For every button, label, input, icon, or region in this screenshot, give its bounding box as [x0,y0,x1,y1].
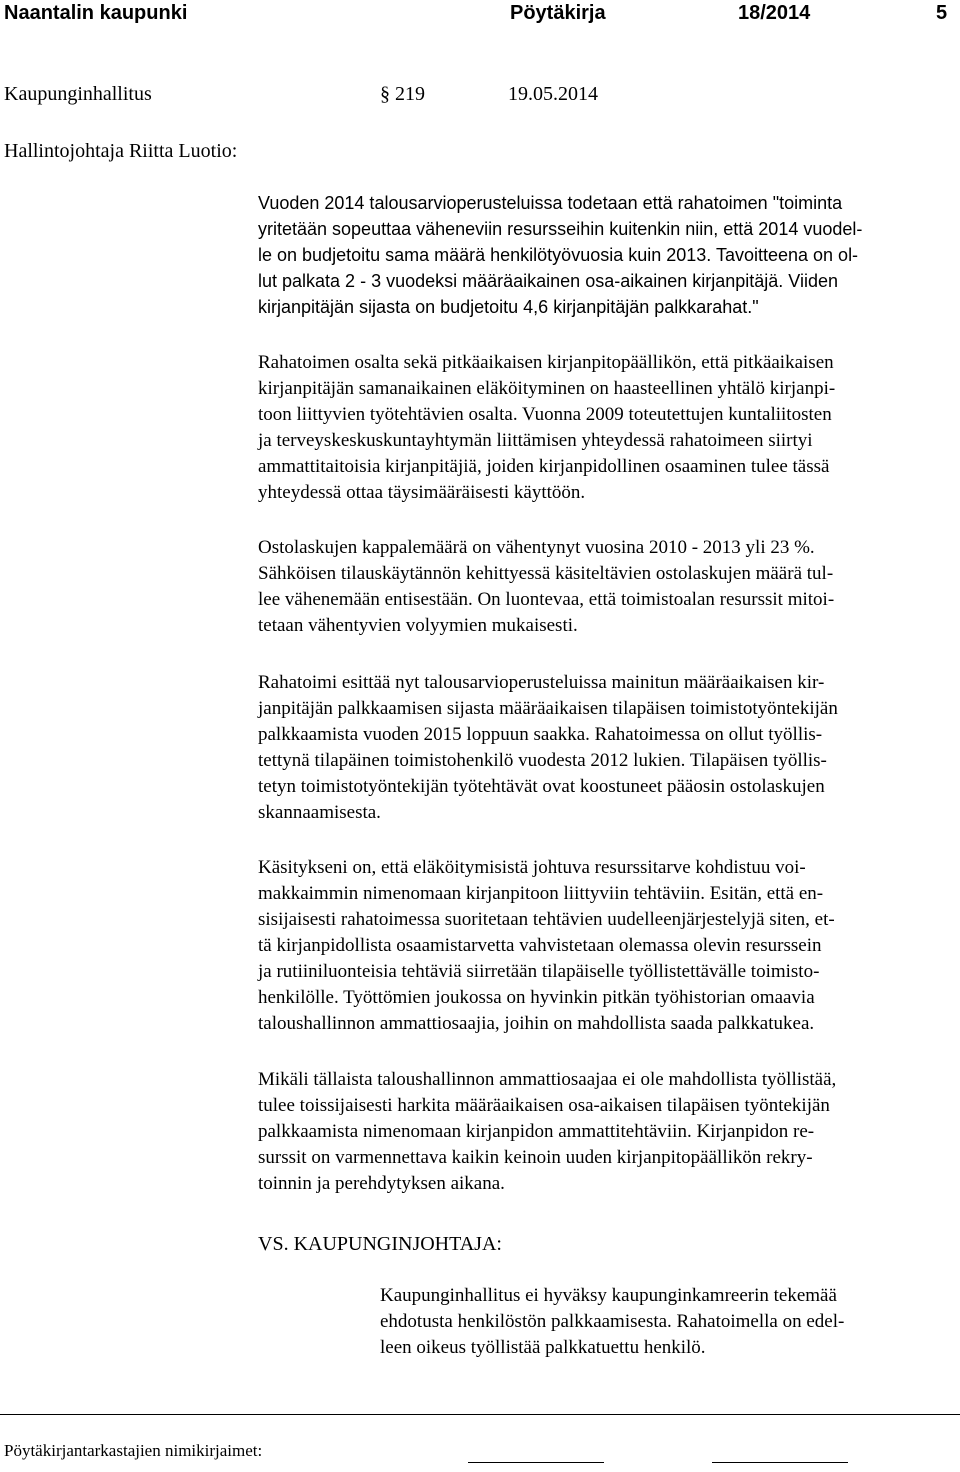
text-line: taloushallinnon ammattiosaajia, joihin on mahdollista saada palkkatukea. [258,1013,815,1034]
paragraph-proposal [258,670,960,826]
paragraph-alternative [258,1067,960,1197]
text-line: kirjanpitäjän sijasta on budjetoitu 4,6 kirjanpitäjän palkkarahat." [258,297,759,317]
text-line: Rahatoimi esittää nyt talousarvioperusteluissa mainitun määräaikaisen kir- [258,672,825,693]
signature-line-2 [712,1462,848,1463]
paragraph-invoices [258,535,960,639]
text-line: palkkaamista vuoden 2015 loppuun saakka. Rahatoimessa on ollut työllis- [258,724,823,745]
proposal-heading: VS. KAUPUNGINJOHTAJA: [258,1233,502,1255]
text-line: palkkaamista nimenomaan kirjanpidon ammattitehtäviin. Kirjanpidon re- [258,1121,815,1142]
text-line: tulee toissijaisesti harkita määräaikaisen osa-aikaisen tilapäisen työntekijän [258,1095,830,1116]
text-line: tä kirjanpidollista osaamistarvetta vahvistetaan olemassa olevin resurssein [258,935,822,956]
text-line: Rahatoimen osalta sekä pitkäaikaisen kirjanpitopäällikön, että pitkäaikaisen [258,352,834,373]
section-number: § 219 [380,83,425,105]
text-line: Mikäli tällaista taloushallinnon ammattiosaajaa ei ole mahdollista työllistää, [258,1069,837,1090]
text-line: ja rutiiniluonteisia tehtäviä siirretään tilapäiselle työllistettävälle toimisto- [258,961,820,982]
text-line: leen oikeus työllistää palkkatuettu henkilö. [380,1337,706,1358]
footer-divider [0,1414,960,1415]
text-line: ehdotusta henkilöstön palkkaamisesta. Rahatoimella on edel- [380,1311,845,1332]
text-line: tetaan vähentyvien volyymien mukaisesti. [258,615,578,636]
paragraph-quotation [258,190,960,320]
text-line: tettynä tilapäinen toimistohenkilö vuodesta 2012 lukien. Tilapäisen työllis- [258,750,827,771]
text-line: surssit on varmennettava kaikin keinoin uuden kirjanpitopäällikön rekry- [258,1147,813,1168]
governing-body: Kaupunginhallitus [4,83,152,105]
signature-line-1 [468,1462,604,1463]
page-number: 5 [936,2,948,24]
text-line: yritetään sopeuttaa väheneviin resursseihin kuitenkin niin, että 2014 vuodel- [258,219,863,239]
footer-initials-label: Pöytäkirjantarkastajien nimikirjaimet: [4,1441,263,1460]
text-line: makkaimmin nimenomaan kirjanpitoon liittyviin tehtäviin. Esitän, että en- [258,883,824,904]
text-line: Kaupunginhallitus ei hyväksy kaupunginkamreerin tekemää [380,1285,837,1306]
paragraph-assessment [258,855,960,1037]
text-line: henkilölle. Työttömien joukossa on hyvinkin pitkän työhistorian omaavia [258,987,815,1008]
text-line: ja terveyskeskuskuntayhtymän liittämisen yhteydessä rahatoimeen siirtyi [258,430,813,451]
text-line: Ostolaskujen kappalemäärä on vähentynyt vuosina 2010 - 2013 yli 23 %. [258,537,815,558]
text-line: Sähköisen tilauskäytännön kehittyessä käsiteltävien ostolaskujen määrä tul- [258,563,834,584]
text-line: le on budjetoitu sama määrä henkilötyövuosia kuin 2013. Tavoitteena on ol- [258,245,859,265]
speaker-heading: Hallintojohtaja Riitta Luotio: [4,140,238,162]
text-line: toinnin ja perehdytyksen aikana. [258,1173,505,1194]
text-line: sisijaisesti rahatoimessa suoritetaan tehtävien uudelleenjärjestelyjä siten, et- [258,909,835,930]
text-line: skannaamisesta. [258,802,381,823]
text-line: ammattitaitoisia kirjanpitäjiä, joiden kirjanpidollinen osaaminen tulee tässä [258,456,830,477]
paragraph-retirement [258,350,960,506]
text-line: janpitäjän palkkaamisen sijasta määräaikaisen tilapäisen toimistotyöntekijän [258,698,838,719]
text-line: Vuoden 2014 talousarvioperusteluissa todetaan että rahatoimen "toiminta [258,193,843,213]
text-line: yhteydessä ottaa täysimääräisesti käyttöön. [258,482,586,503]
issue-number: 18/2014 [738,2,811,24]
text-line: lee vähenemään entisestään. On luontevaa, että toimistoalan resurssit mitoi- [258,589,835,610]
text-line: Käsitykseni on, että eläköitymisistä johtuva resurssitarve kohdistuu voi- [258,857,806,878]
text-line: tetyn toimistotyöntekijän työtehtävät ovat koostuneet pääosin ostolaskujen [258,776,825,797]
municipality-name: Naantalin kaupunki [4,2,188,24]
text-line: kirjanpitäjän samanaikainen eläköityminen on haasteellinen yhtälö kirjanpi- [258,378,836,399]
document-type: Pöytäkirja [510,2,606,24]
decision-proposal [380,1283,960,1361]
meeting-date: 19.05.2014 [508,83,598,105]
text-line: lut palkata 2 - 3 vuodeksi määräaikainen osa-aikainen kirjanpitäjä. Viiden [258,271,839,291]
text-line: toon liittyvien työtehtävien osalta. Vuonna 2009 toteutettujen kuntaliitosten [258,404,832,425]
